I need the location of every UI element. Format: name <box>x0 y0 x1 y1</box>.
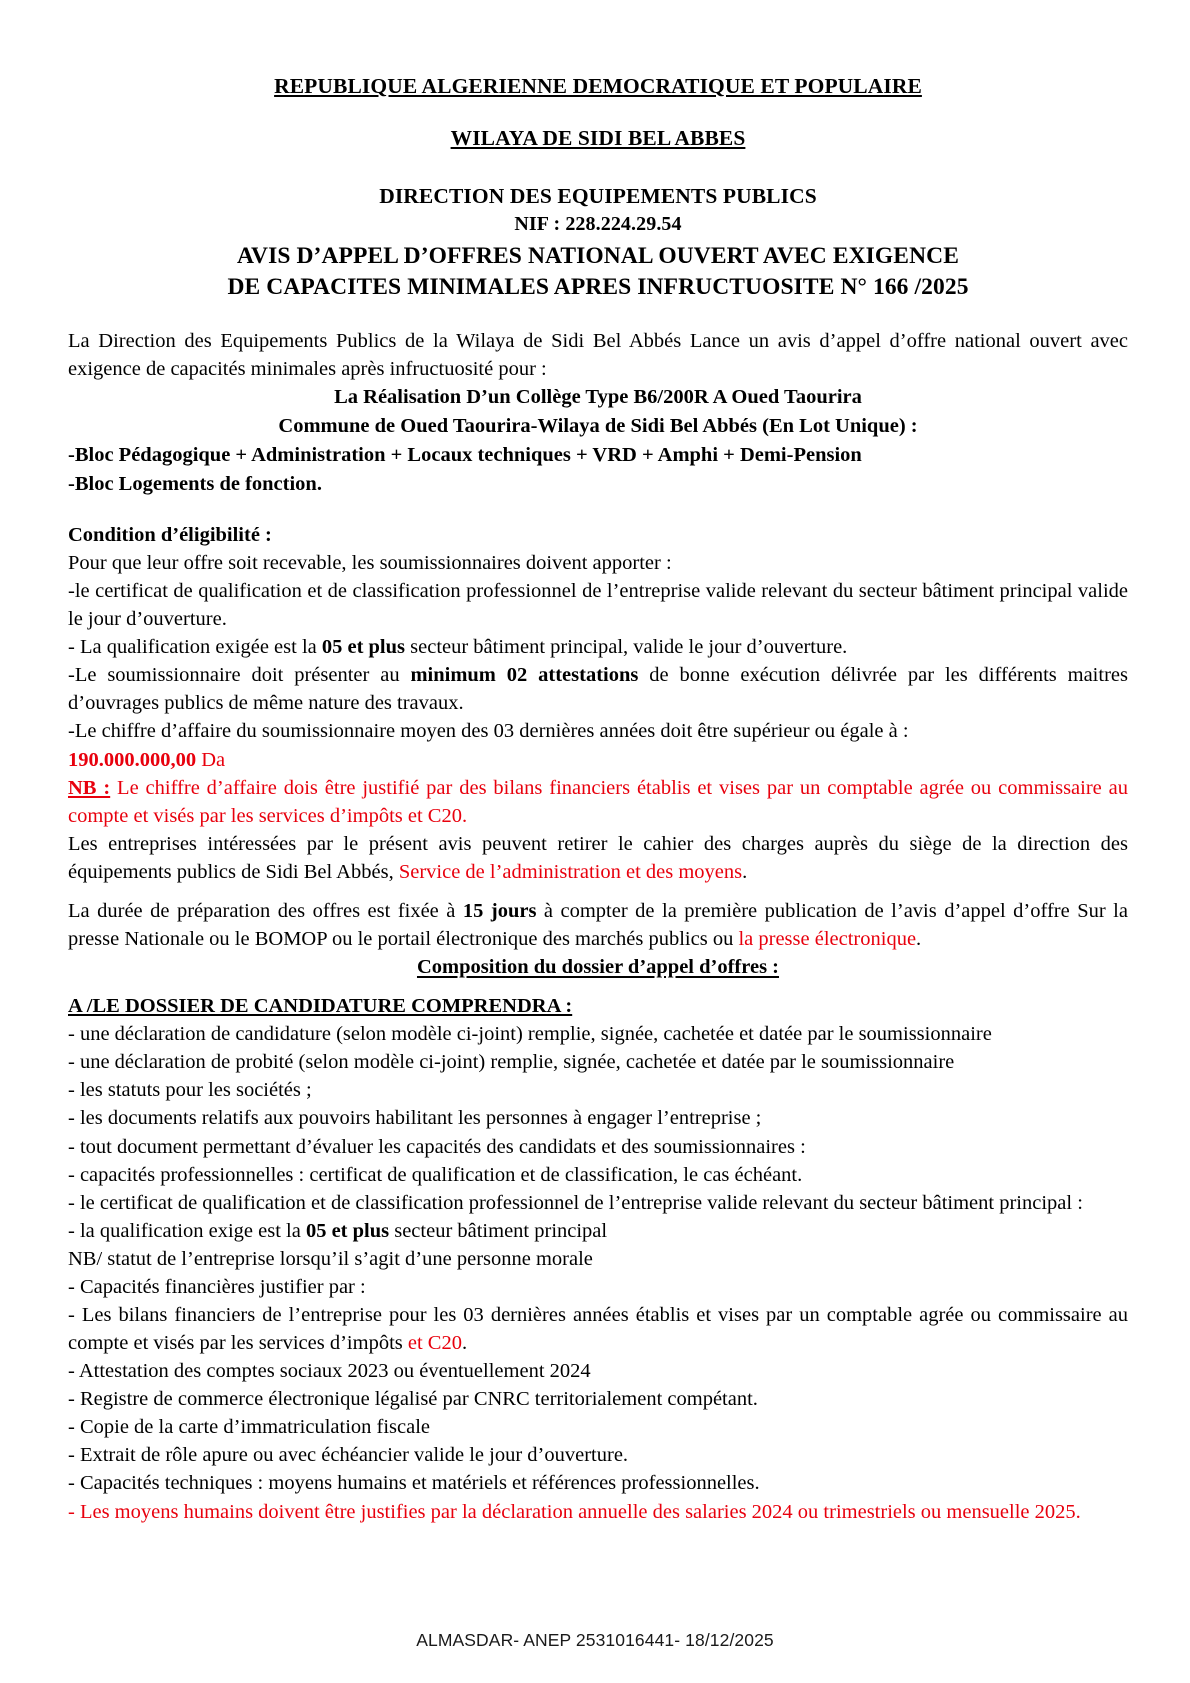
deadline-text-before: La durée de préparation des offres est fixée à <box>68 899 463 922</box>
bilans-pre: - Les bilans financiers de l’entreprise pour les 03 dernières années établis et vises par un comptable agrée ou commissaire au compte et visés par les services d’impôts <box>68 1304 1128 1355</box>
deadline-press: la presse électronique <box>738 928 917 950</box>
turnover-amount <box>68 746 1128 774</box>
withdrawal-paragraph <box>68 830 1128 886</box>
list-item-qualification <box>68 1217 1128 1245</box>
document-content <box>68 0 1128 1526</box>
deadline-text-middle: à compter de la première publication de l’avis d’appel d’offre Sur la presse Nationale ou le BOMOP ou le portail électronique des marchés publics ou <box>68 899 1128 950</box>
qualif-post: secteur bâtiment principal, valide le jour d’ouverture. <box>405 636 848 659</box>
list-item: - Extrait de rôle apure ou avec échéancier valide le jour d’ouverture. <box>68 1444 629 1467</box>
section-a-heading: A /LE DOSSIER DE CANDIDATURE COMPRENDRA : <box>68 995 573 1018</box>
header-wilaya-block <box>68 99 1128 151</box>
list-item: - tout document permettant d’évaluer les capacités des candidats et des soumissionnaires : <box>68 1135 806 1158</box>
compo-qualif-level: 05 et plus <box>305 1219 390 1242</box>
withdrawal-text-before: Les entreprises intéressées par le présent avis peuvent retirer le cahier des charges auprès du siège de la direction des équipements publics de Sidi Bel Abbés, <box>68 832 1128 883</box>
header-republic-block <box>68 0 1128 99</box>
bilans-c20: et C20 <box>407 1332 462 1355</box>
eligibility-heading: Condition d’éligibilité : <box>68 523 272 546</box>
eligibility-lead: Pour que leur offre soit recevable, les soumissionnaires doivent apporter : <box>68 551 672 574</box>
list-item-moyens-humains: - Les moyens humains doivent être justifies par la déclaration annuelle des salaries 2024 ou trimestriels ou mensuelle 2025. <box>68 1500 1081 1523</box>
lot-line-1: -Bloc Pédagogique + Administration + Locaux techniques + VRD + Amphi + Demi-Pension <box>68 444 862 467</box>
deadline-text-after: . <box>916 928 922 950</box>
withdrawal-text-after: . <box>742 860 748 883</box>
list-item: - une déclaration de candidature (selon modèle ci-joint) remplie, signée, cachetée et datée par le soumissionnaire <box>68 1023 992 1046</box>
header-notice-line2: DE CAPACITES MINIMALES APRES INFRUCTUOSITE N° 166 /2025 <box>227 273 969 300</box>
eligibility-item-qualification <box>68 633 1128 661</box>
withdrawal-service: Service de l’administration et des moyens <box>398 860 743 883</box>
project-title: La Réalisation D’un Collège Type B6/200R A Oued Taourira <box>334 386 862 409</box>
eligibility-nb-note <box>68 774 1128 830</box>
header-notice-line1: AVIS D’APPEL D’OFFRES NATIONAL OUVERT AVEC EXIGENCE <box>236 242 960 269</box>
deadline-days: 15 jours <box>462 899 537 922</box>
intro-paragraph: La Direction des Equipements Publics de la Wilaya de Sidi Bel Abbés Lance un avis d’appel d’offre national ouvert avec exigence de capacités minimales après infructuosité pour : <box>68 329 1128 381</box>
eligibility-item-certificat: -le certificat de qualification et de classification professionnel de l’entreprise valide relevant du secteur bâtiment principal valide le jour d’ouverture. <box>68 580 1128 631</box>
list-item: - Attestation des comptes sociaux 2023 ou éventuellement 2024 <box>68 1360 591 1383</box>
footer <box>0 1630 1190 1651</box>
list-item-nb-statut: NB/ statut de l’entreprise lorsqu’il s’agit d’une personne morale <box>68 1247 593 1270</box>
attest-count: minimum 02 attestations <box>410 664 639 687</box>
composition-heading-text: Composition du dossier d’appel d’offres : <box>416 956 780 979</box>
header-direction: DIRECTION DES EQUIPEMENTS PUBLICS <box>379 184 817 208</box>
attest-pre: -Le soumissionnaire doit présenter au <box>68 664 411 687</box>
header-direction-block <box>68 151 1128 303</box>
header-republic-text: REPUBLIQUE ALGERIENNE DEMOCRATIQUE ET POPULAIRE <box>274 74 922 98</box>
list-item: - une déclaration de probité (selon modèle ci-joint) remplie, signée, cachetée et datée par le soumissionnaire <box>68 1051 955 1074</box>
turnover-amount-value: 190.000.000,00 <box>68 748 197 771</box>
spacer <box>68 981 1128 992</box>
spacer <box>68 886 1128 897</box>
header-nif: NIF : 228.224.29.54 <box>514 212 682 235</box>
header-notice-title <box>68 237 1128 303</box>
header-wilaya-text: WILAYA DE SIDI BEL ABBES <box>450 126 746 150</box>
eligibility-item-turnover: -Le chiffre d’affaire du soumissionnaire moyen des 03 dernières années doit être supérieur ou égale à : <box>68 720 909 743</box>
nb-label: NB : <box>68 776 111 799</box>
header-wilaya <box>68 126 1128 151</box>
list-item: - Capacités techniques : moyens humains et matériels et références professionnelles. <box>68 1472 760 1495</box>
list-item: - capacités professionnelles : certificat de qualification et de classification, le cas échéant. <box>68 1163 803 1186</box>
lot-line-2: -Bloc Logements de fonction. <box>68 472 322 495</box>
list-item-certificat: - le certificat de qualification et de classification professionnel de l’entreprise valide relevant du secteur bâtiment principal : <box>68 1191 1083 1214</box>
list-item-capacites-financieres: - Capacités financières justifier par : <box>68 1275 366 1298</box>
eligibility-item-attestations <box>68 661 1128 717</box>
list-item: - les statuts pour les sociétés ; <box>68 1079 312 1102</box>
footer-reference: ALMASDAR- ANEP 2531016441- 18/12/2025 <box>416 1630 774 1650</box>
compo-qualif-pre: - la qualification exige est la <box>68 1219 306 1242</box>
attest-post: de bonne exécution délivrée par les différents maitres d’ouvrages publics de même nature des travaux. <box>68 664 1128 715</box>
header-republic <box>68 74 1128 99</box>
list-item: - Registre de commerce électronique légalisé par CNRC territorialement compétant. <box>68 1388 758 1411</box>
qualif-pre: - La qualification exigée est la <box>68 636 322 659</box>
turnover-amount-currency: Da <box>196 748 226 771</box>
commune-line: Commune de Oued Taourira-Wilaya de Sidi Bel Abbés (En Lot Unique) : <box>278 415 918 438</box>
qualif-level: 05 et plus <box>321 636 406 659</box>
composition-heading <box>68 953 1128 981</box>
list-item: - les documents relatifs aux pouvoirs habilitant les personnes à engager l’entreprise ; <box>68 1107 762 1130</box>
compo-qualif-post: secteur bâtiment principal <box>389 1219 608 1242</box>
list-item: - Copie de la carte d’immatriculation fiscale <box>68 1416 431 1439</box>
spacer <box>68 498 1128 521</box>
list-item-bilans <box>68 1301 1128 1357</box>
nb-text: Le chiffre d’affaire dois être justifié par des bilans financiers établis et vises par un comptable agrée ou commissaire au compte et visés par les services d’impôts et C20. <box>68 776 1128 827</box>
document-body <box>68 303 1128 1526</box>
bilans-post: . <box>461 1332 468 1355</box>
deadline-paragraph <box>68 897 1128 953</box>
